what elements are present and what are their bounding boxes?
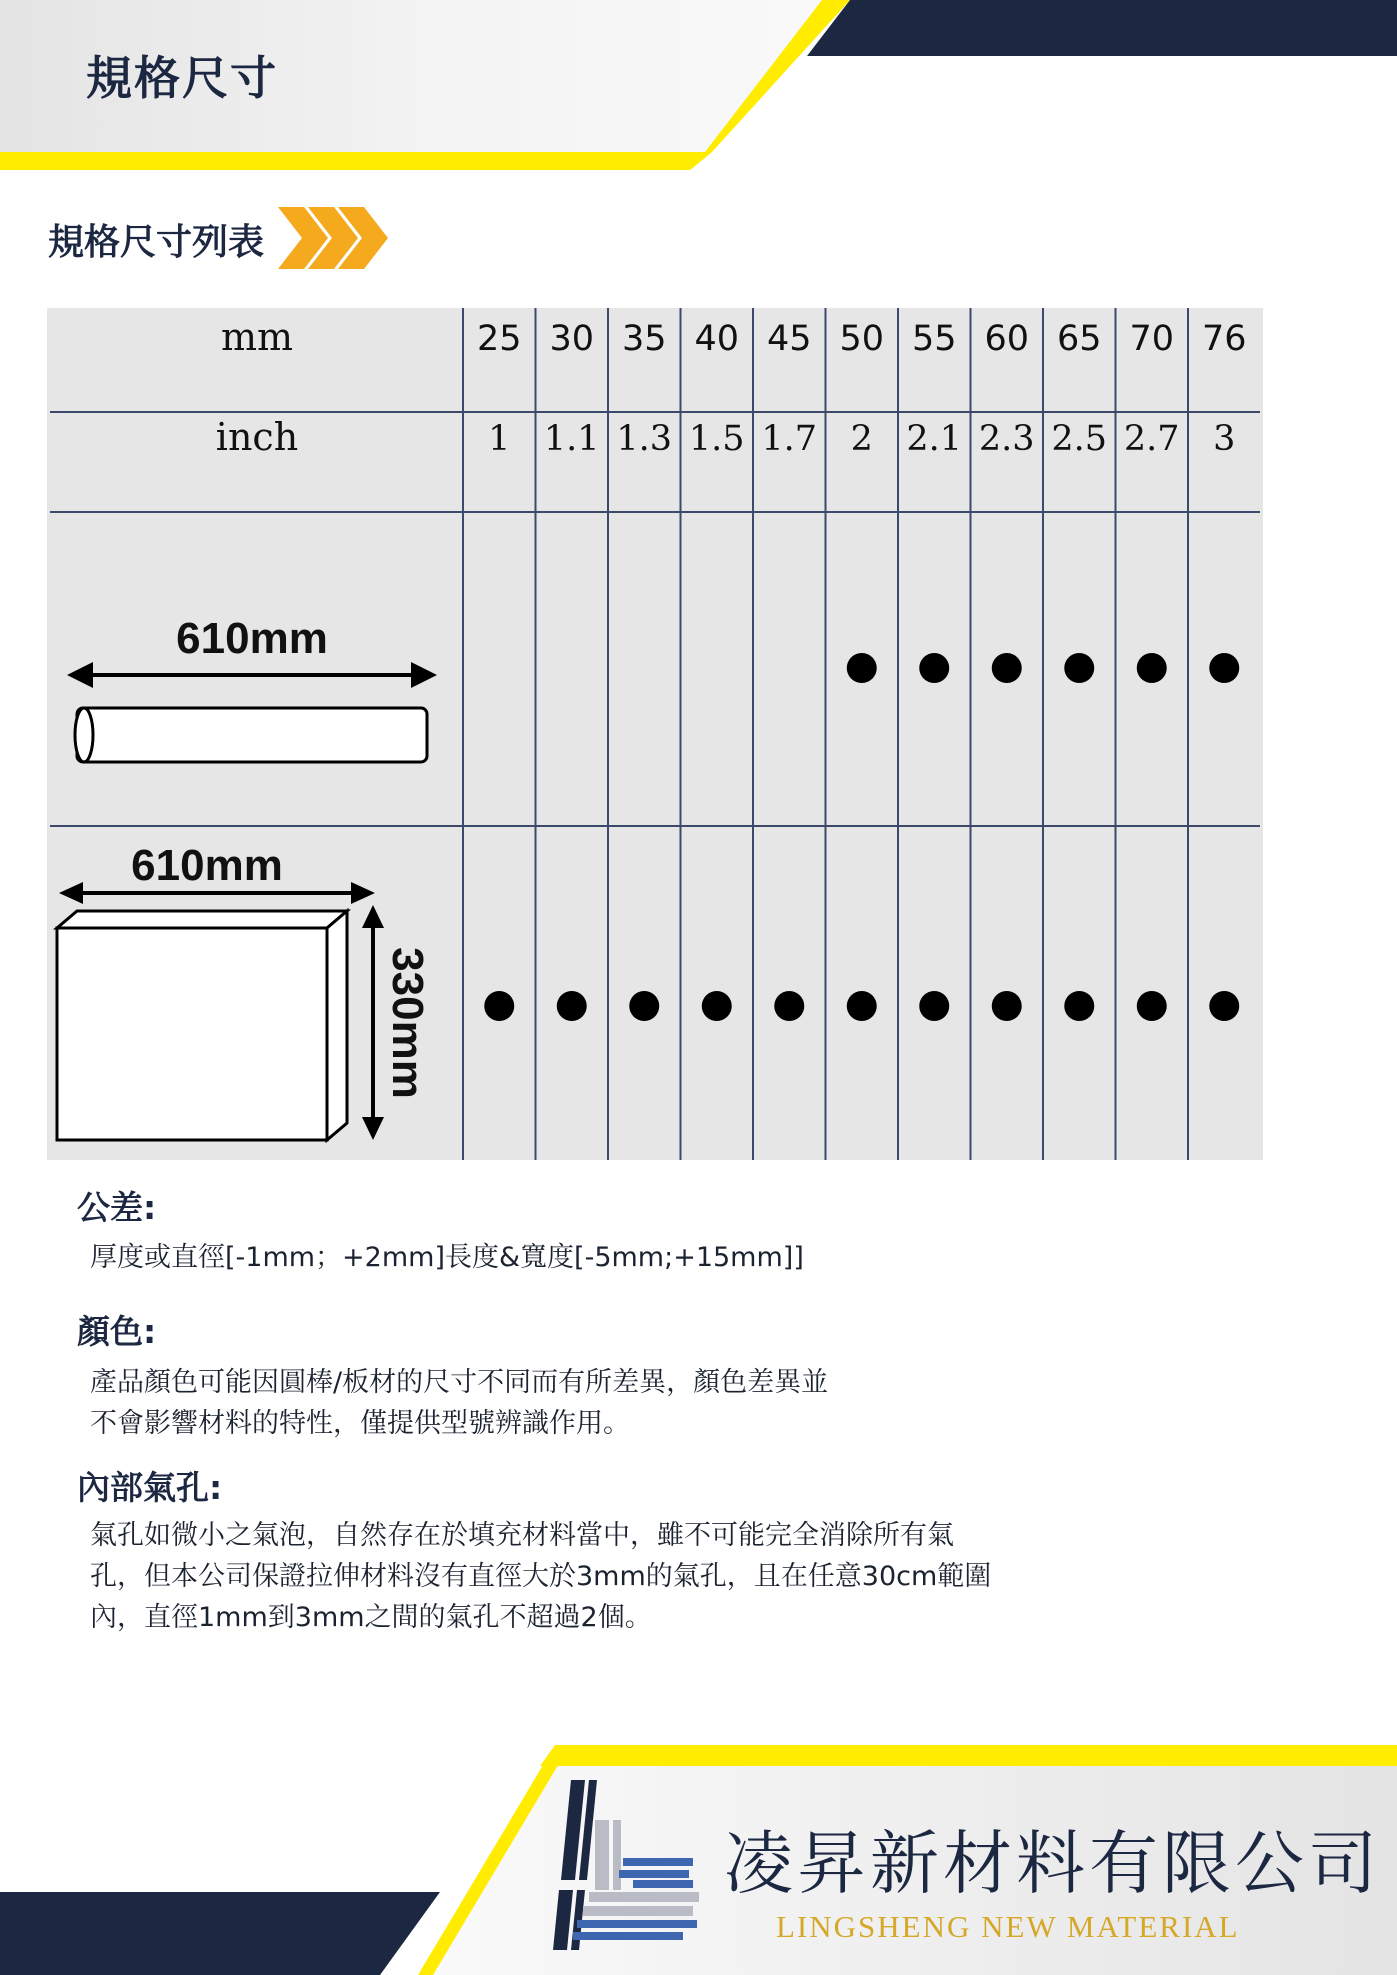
sheet-availability-dot — [847, 991, 877, 1021]
rod-availability-dot — [847, 653, 877, 683]
inch-value: 2 — [850, 419, 873, 459]
mm-value: 76 — [1201, 319, 1247, 359]
mm-value: 65 — [1056, 319, 1102, 359]
pores-text — [90, 1515, 991, 1638]
rod-availability-dot — [1137, 653, 1167, 683]
inch-value: 1 — [488, 419, 511, 459]
color-text-line: 產品顏色可能因圓棒/板材的尺寸不同而有所差異，顏色差異並 — [90, 1367, 829, 1398]
pores-text-line: 氣孔如微小之氣泡，自然存在於填充材料當中，雖不可能完全消除所有氣 — [90, 1520, 954, 1551]
spec-table — [47, 308, 1263, 1160]
company-logo-icon — [553, 1780, 713, 1950]
inch-row-label: inch — [215, 415, 299, 459]
inch-value: 2.3 — [978, 419, 1035, 459]
sheet-availability-dot — [557, 991, 587, 1021]
rod-illustration — [67, 614, 437, 762]
color-text-line: 不會影響材料的特性，僅提供型號辨識作用。 — [90, 1408, 630, 1439]
sheet-availability-dot — [702, 991, 732, 1021]
chevron-arrows-icon — [278, 207, 390, 269]
sheet-availability-dot — [1064, 991, 1094, 1021]
inch-value: 1.7 — [761, 419, 818, 459]
mm-value: 60 — [984, 319, 1030, 359]
mm-value: 70 — [1129, 319, 1175, 359]
sheet-length-label: 610mm — [131, 841, 283, 890]
mm-value: 45 — [766, 319, 812, 359]
sheet-illustration — [57, 841, 432, 1140]
sheet-availability-dot — [919, 991, 949, 1021]
inch-value: 2.7 — [1123, 419, 1180, 459]
pores-text-line: 內，直徑1mm到3mm之間的氣孔不超過2個。 — [90, 1602, 652, 1633]
sheet-width-label: 330mm — [383, 947, 432, 1099]
mm-value: 25 — [476, 319, 522, 359]
mm-value: 55 — [911, 319, 957, 359]
pores-text-line: 孔，但本公司保證拉伸材料沒有直徑大於3mm的氣孔，且在任意30cm範圍 — [90, 1561, 992, 1592]
page-title: 規格尺寸 — [86, 51, 278, 105]
color-heading: 顏色: — [77, 1312, 157, 1351]
sheet-availability-dot — [629, 991, 659, 1021]
rod-availability-dot — [1064, 653, 1094, 683]
inch-value: 1.3 — [616, 419, 673, 459]
inch-value: 1.5 — [688, 419, 745, 459]
mm-value: 50 — [839, 319, 885, 359]
rod-availability-dot — [919, 653, 949, 683]
rod-availability-dot — [992, 653, 1022, 683]
sheet-availability-dot — [774, 991, 804, 1021]
tolerance-text: 厚度或直徑[-1mm；+2mm]長度&寬度[-5mm;+15mm]] — [90, 1242, 804, 1273]
rod-length-label: 610mm — [176, 614, 328, 663]
sheet-availability-dot — [484, 991, 514, 1021]
tolerance-heading: 公差: — [77, 1188, 157, 1227]
company-name-cn: 凌昇新材料有限公司 — [724, 1824, 1381, 1904]
color-text — [90, 1362, 828, 1444]
company-name-en: LINGSHENG NEW MATERIAL — [776, 1909, 1240, 1944]
sheet-availability-dot — [1137, 991, 1167, 1021]
inch-value: 2.5 — [1051, 419, 1108, 459]
mm-row-label: mm — [220, 315, 294, 359]
pores-heading: 內部氣孔: — [77, 1468, 223, 1507]
sheet-availability-dot — [992, 991, 1022, 1021]
inch-value: 1.1 — [543, 419, 600, 459]
mm-value: 30 — [549, 319, 595, 359]
sheet-availability-dot — [1209, 991, 1239, 1021]
mm-value: 40 — [694, 319, 740, 359]
rod-availability-dot — [1209, 653, 1239, 683]
inch-value: 3 — [1213, 419, 1236, 459]
section-title: 規格尺寸列表 — [48, 222, 265, 263]
mm-value: 35 — [621, 319, 667, 359]
inch-value: 2.1 — [906, 419, 963, 459]
